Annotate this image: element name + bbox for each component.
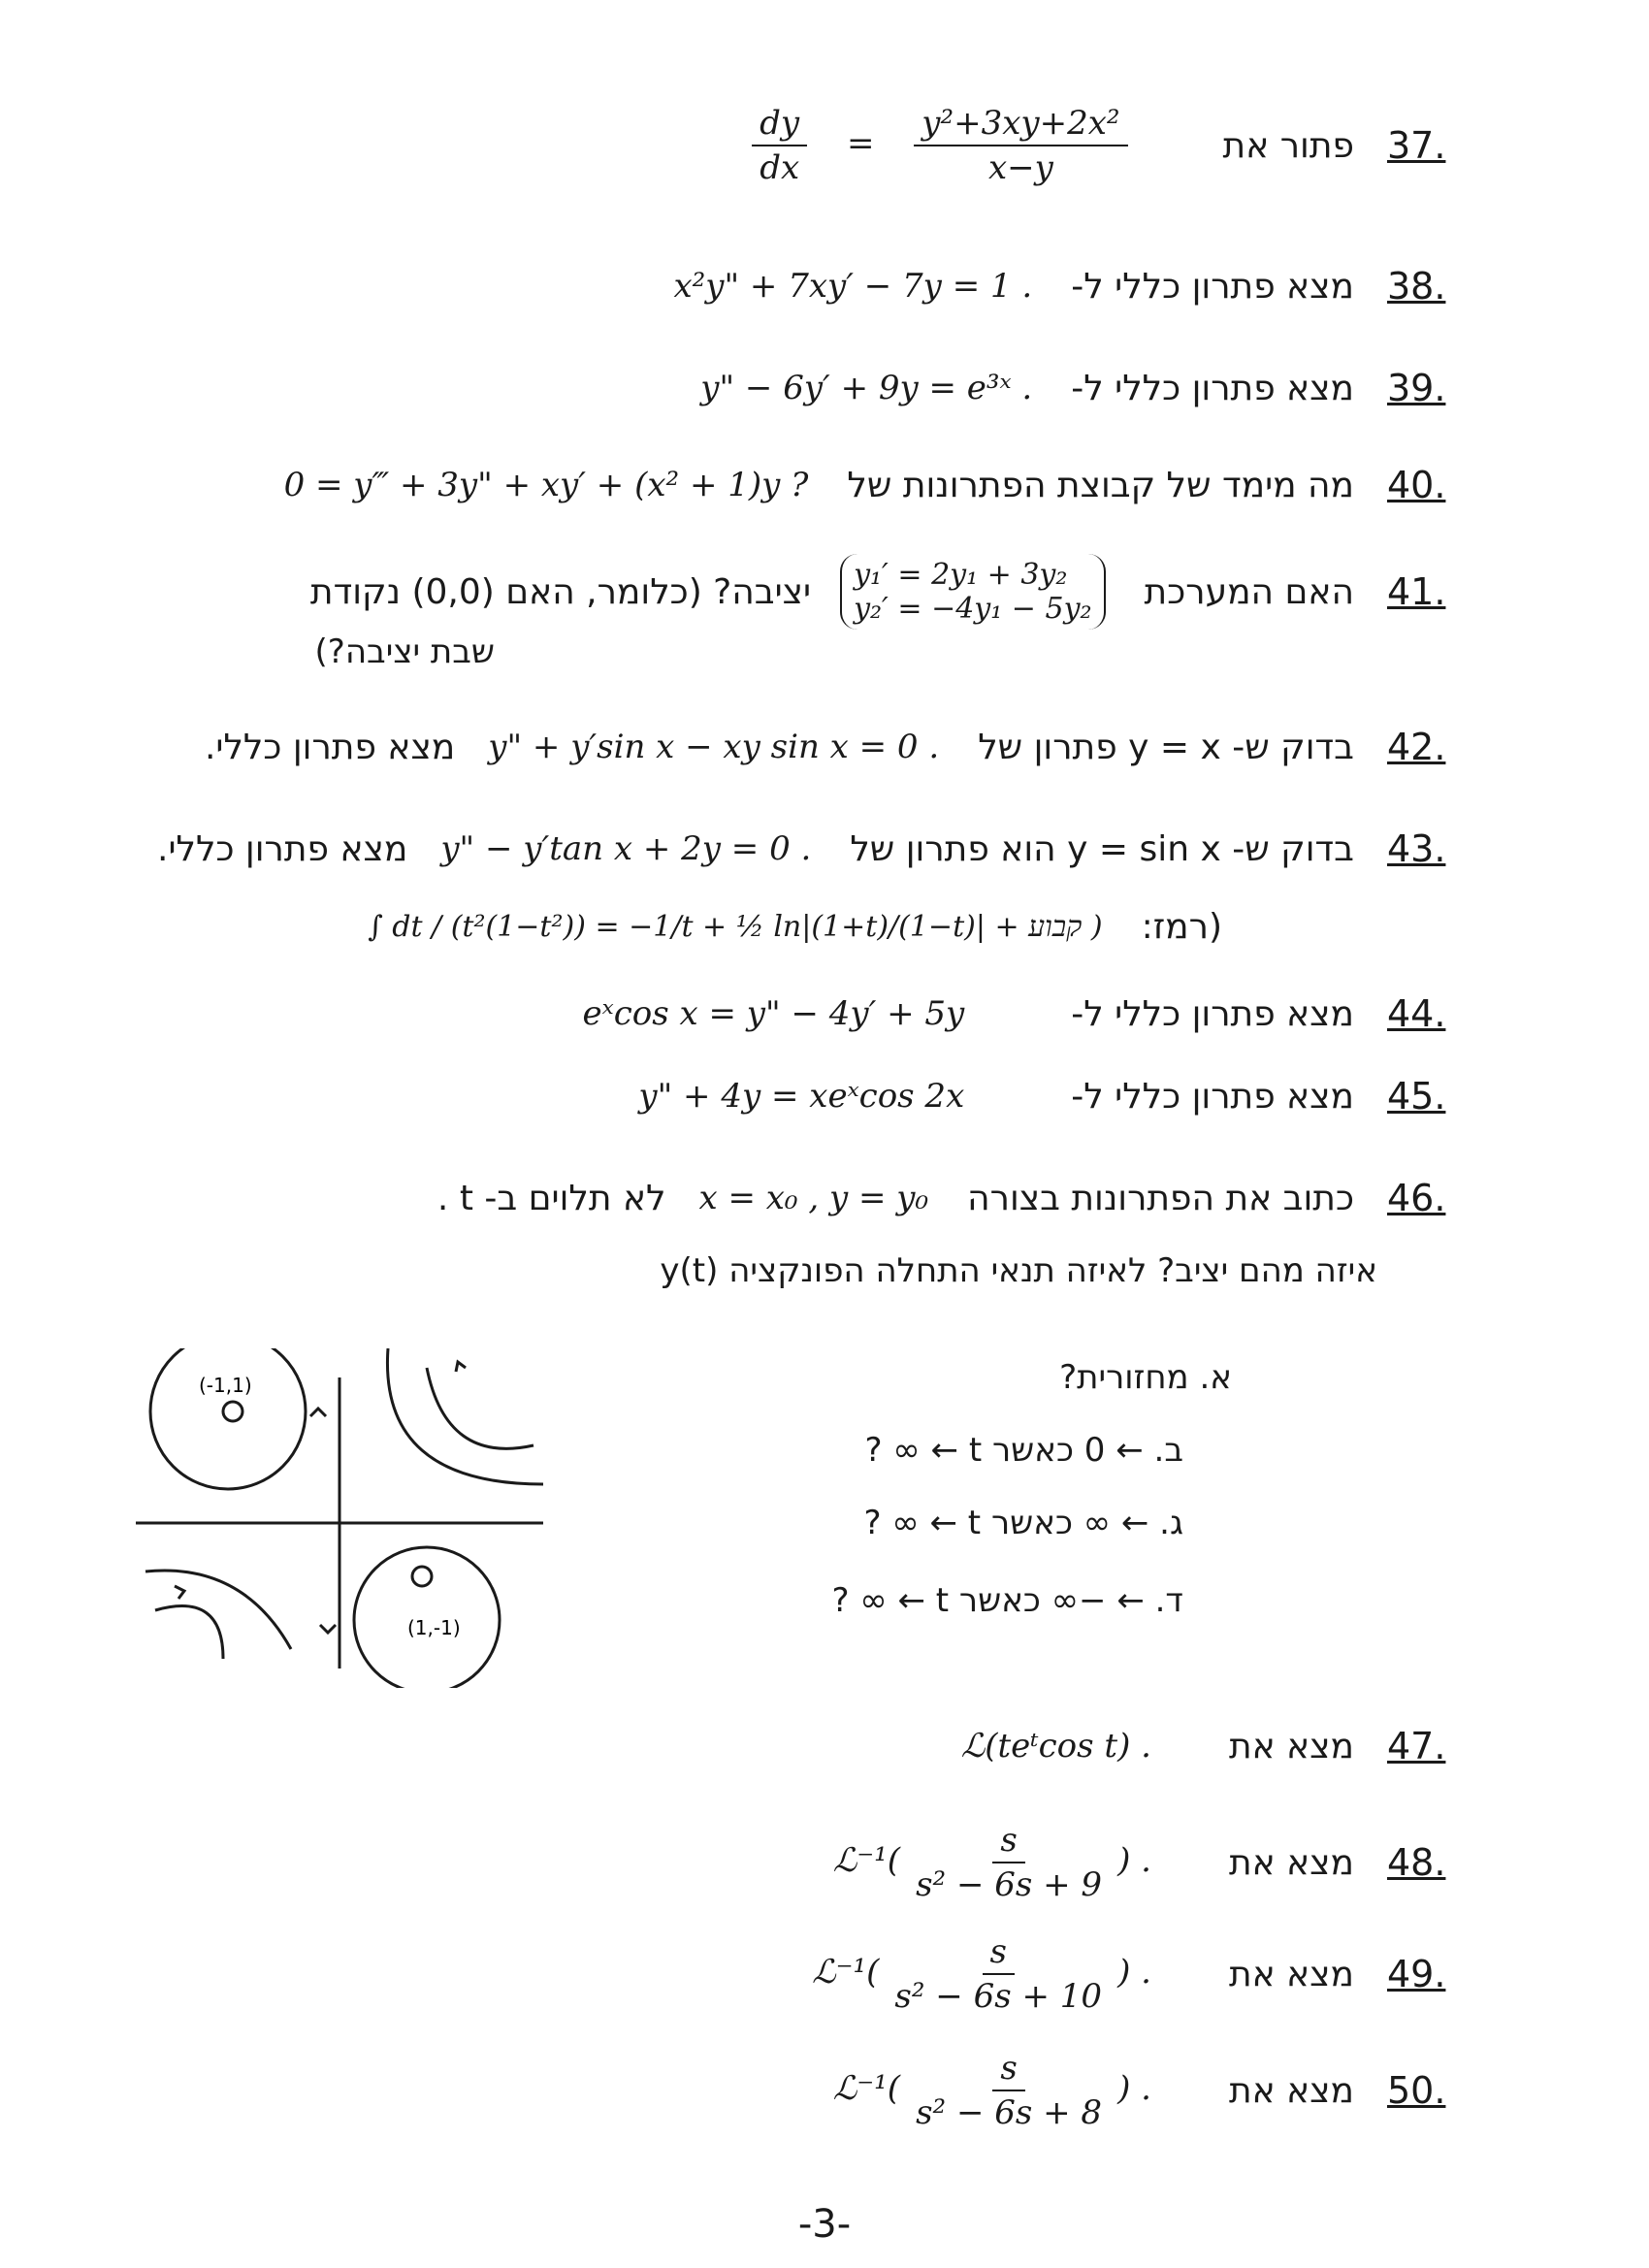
sub-item-b: ב. ← 0 כאשר t ← ∞ ? xyxy=(864,1431,1183,1470)
problem-44 xyxy=(116,985,1474,1043)
problem-40 xyxy=(116,456,1474,514)
problem-text-2: לא תלוים ב- t . xyxy=(436,1178,666,1218)
sub-item-a: א. מחזורית? xyxy=(1059,1358,1232,1397)
problem-46 xyxy=(116,1169,1474,1227)
problem-number: 48. xyxy=(1387,1841,1446,1884)
system-of-equations: y₁′ = 2y₁ + 3y₂ y₂′ = −4y₁ − 5y₂ xyxy=(840,554,1105,630)
problem-text: בדוק ש- y = sin x הוא פתרון של xyxy=(850,828,1354,869)
problem-text-2: יציבה? (כלומר, האם (0,0) נקודת xyxy=(309,571,812,612)
problem-38 xyxy=(116,257,1474,315)
problem-math: ℒ⁻¹( $\frac{s}{\text{s² − 6s + 8}}$ ) . xyxy=(832,2049,1151,2132)
problem-43-hint xyxy=(116,897,1474,956)
problem-math: x = x₀ , y = y₀ xyxy=(698,1179,929,1217)
problem-text: כתוב את הפתרונות בצורה xyxy=(967,1178,1354,1218)
problem-text: מצא פתרון כללי ל- xyxy=(1071,266,1354,307)
arrow-head-1 xyxy=(310,1409,326,1416)
problem-text: פתור את xyxy=(1222,125,1354,166)
problem-42 xyxy=(116,718,1474,776)
equilibrium-point-1 xyxy=(223,1402,242,1421)
problem-50 xyxy=(116,2049,1474,2132)
problem-41 xyxy=(116,558,1474,626)
equilibrium-point-2 xyxy=(412,1567,432,1586)
point-label-1: (-1,1) xyxy=(199,1374,252,1397)
trajectory-3 xyxy=(146,1571,291,1649)
problem-47 xyxy=(116,1717,1474,1775)
problem-math: y" − y′tan x + 2y = 0 . xyxy=(440,829,812,868)
problem-number: 39. xyxy=(1387,367,1446,409)
problem-46-line2: איזה מהם יציב? לאיזה תנאי התחלה הפונקציה y(t) xyxy=(660,1251,1377,1290)
problem-number: 40. xyxy=(1387,464,1446,506)
problem-37 xyxy=(116,104,1474,187)
problem-math: ℒ(teᵗcos t) . xyxy=(960,1727,1151,1766)
problem-49 xyxy=(116,1932,1474,2016)
arrow-head-2 xyxy=(320,1625,336,1633)
problem-math: ℒ⁻¹( $\frac{s}{\text{s² − 6s + 10}}$ ) . xyxy=(812,1932,1151,2016)
problem-number: 45. xyxy=(1387,1075,1446,1118)
problem-number: 42. xyxy=(1387,726,1446,768)
problem-text: מצא פתרון כללי ל- xyxy=(1071,993,1354,1034)
problem-text-2: מצא פתרון כללי. xyxy=(204,727,456,767)
problem-text: מצא את xyxy=(1228,1842,1354,1883)
trajectory-2 xyxy=(387,1348,543,1484)
sub-item-c: ג. ← ∞ כאשר t ← ∞ ? xyxy=(863,1504,1183,1542)
problem-number: 43. xyxy=(1387,827,1446,870)
problem-math: $\frac{dy}{dx}$ = $\frac{\text{y²+3xy+2x²}}{x-y}$ xyxy=(744,104,1135,187)
problem-text: מצא פתרון כללי ל- xyxy=(1071,368,1354,408)
problem-48 xyxy=(116,1821,1474,1904)
problem-math: y" − 6y′ + 9y = e³ˣ . xyxy=(700,369,1033,407)
hint-math: ∫ dt / (t²(1−t²)) = −1/t + ½ ln|(1+t)/(1−t)| + קבוע ) xyxy=(368,909,1103,944)
problem-41-continuation: שבת יציבה?) xyxy=(314,632,495,671)
problem-number: 50. xyxy=(1387,2069,1446,2112)
problem-number: 41. xyxy=(1387,570,1446,613)
problem-number: 44. xyxy=(1387,992,1446,1035)
problem-number: 37. xyxy=(1387,124,1446,167)
problem-39 xyxy=(116,359,1474,417)
trajectory-1 xyxy=(427,1368,534,1448)
problem-text: מצא את xyxy=(1228,1726,1354,1766)
problem-text: מצא את xyxy=(1228,1954,1354,1994)
problem-math: eˣcos x = y" − 4y′ + 5y xyxy=(582,994,965,1033)
problem-number: 46. xyxy=(1387,1177,1446,1219)
problem-number: 47. xyxy=(1387,1725,1446,1767)
hint-label: (רמז: xyxy=(1141,906,1222,947)
problem-number: 49. xyxy=(1387,1953,1446,1995)
problem-text: מה מימד של קבוצת הפתרונות של xyxy=(847,465,1354,505)
problem-math: 0 = y‴ + 3y" + xy′ + (x² + 1)y ? xyxy=(283,466,809,504)
problem-number: 38. xyxy=(1387,265,1446,308)
problem-text-2: מצא פתרון כללי. xyxy=(157,828,408,869)
trajectory-4 xyxy=(155,1606,223,1659)
problem-43 xyxy=(116,820,1474,878)
sub-item-d: ד. ← −∞ כאשר t ← ∞ ? xyxy=(831,1581,1183,1620)
problem-45 xyxy=(116,1067,1474,1125)
problem-math: y" + 4y = xeˣcos 2x xyxy=(638,1077,965,1116)
page-number: -3- xyxy=(797,2202,852,2247)
arrow-head-4 xyxy=(175,1586,184,1599)
problem-math: y" + y′sin x − xy sin x = 0 . xyxy=(488,728,940,766)
problem-text: האם המערכת xyxy=(1144,571,1354,612)
phase-portrait-diagram xyxy=(126,1348,572,1688)
problem-text: מצא פתרון כללי ל- xyxy=(1071,1076,1354,1117)
point-label-2: (1,-1) xyxy=(407,1616,461,1639)
arrow-head-3 xyxy=(456,1362,466,1372)
problem-math: ℒ⁻¹( $\frac{s}{\text{s² − 6s + 9}}$ ) . xyxy=(832,1821,1151,1904)
problem-text: בדוק ש- y = x פתרון של xyxy=(978,727,1354,767)
problem-text: מצא את xyxy=(1228,2070,1354,2111)
problem-math: x²y" + 7xy′ − 7y = 1 . xyxy=(673,267,1033,306)
